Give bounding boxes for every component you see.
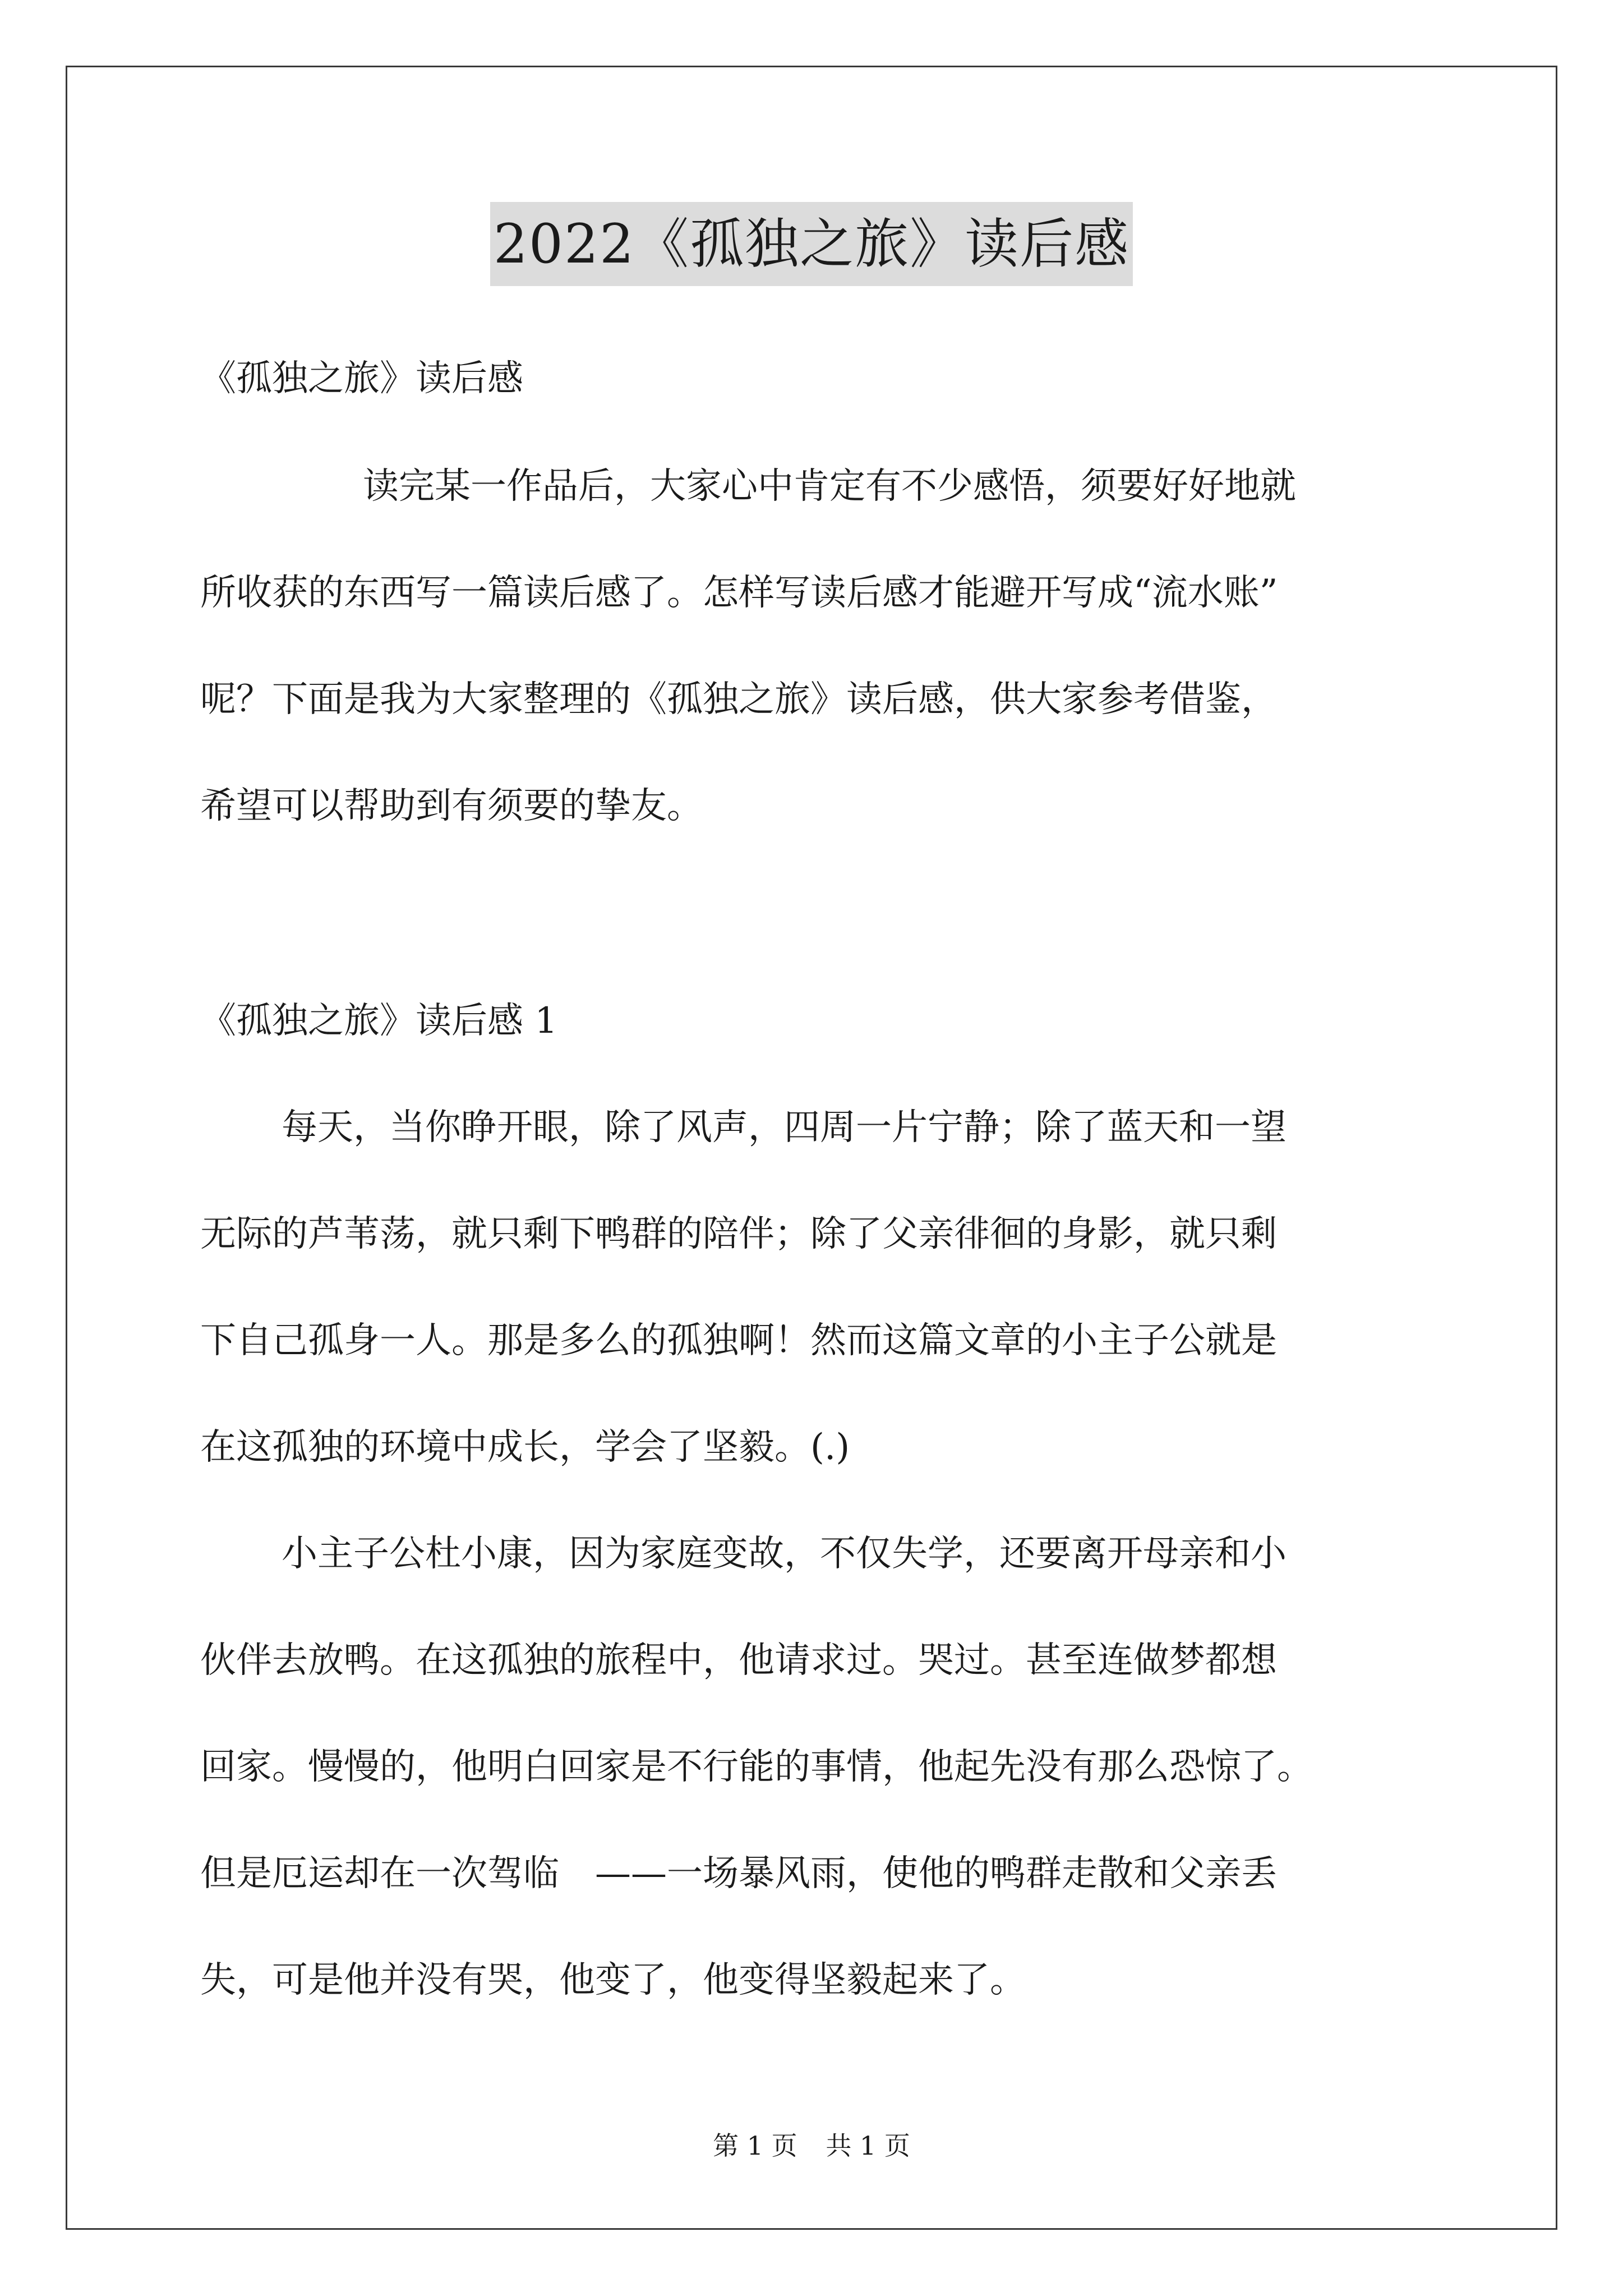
intro-line: 所收获的东西写一篇读后感了。怎样写读后感才能避开写成“流水账” bbox=[200, 572, 1278, 614]
section-heading: 《孤独之旅》读后感 1 bbox=[200, 1000, 558, 1042]
document-title: 2022《孤独之旅》读后感 bbox=[490, 202, 1133, 286]
paragraph-line: 在这孤独的环境中成长，学会了坚毅。(.) bbox=[200, 1427, 850, 1468]
page-total: 共 1 页 bbox=[826, 2131, 910, 2161]
paragraph-line: 伙伴去放鸭。在这孤独的旅程中，他请求过。哭过。甚至连做梦都想 bbox=[200, 1640, 1277, 1681]
paragraph-line: 无际的芦苇荡，就只剩下鸭群的陪伴；除了父亲徘徊的身影，就只剩 bbox=[200, 1213, 1277, 1255]
page-current: 第 1 页 bbox=[713, 2131, 797, 2161]
subtitle: 《孤独之旅》读后感 bbox=[200, 358, 523, 399]
paragraph-line: 失，可是他并没有哭，他变了，他变得坚毅起来了。 bbox=[200, 1959, 1026, 2001]
intro-line: 呢？下面是我为大家整理的《孤独之旅》读后感，供大家参考借鉴， bbox=[200, 679, 1277, 720]
intro-line: 希望可以帮助到有须要的挚友。 bbox=[200, 785, 703, 827]
intro-line: 读完某一作品后，大家心中肯定有不少感悟，须要好好地就 bbox=[363, 466, 1296, 507]
page-footer bbox=[0, 2129, 1623, 2162]
title-wrap bbox=[0, 202, 1623, 286]
paragraph-line: 但是厄运却在一次驾临 ——一场暴风雨，使他的鸭群走散和父亲丢 bbox=[200, 1853, 1277, 1894]
paragraph-line: 每天，当你睁开眼，除了风声，四周一片宁静；除了蓝天和一望 bbox=[282, 1107, 1287, 1148]
paragraph-line: 下自己孤身一人。那是多么的孤独啊！然而这篇文章的小主子公就是 bbox=[200, 1320, 1277, 1361]
paragraph-line: 小主子公杜小康，因为家庭变故，不仅失学，还要离开母亲和小 bbox=[282, 1533, 1287, 1575]
paragraph-line: 回家。慢慢的，他明白回家是不行能的事情，他起先没有那么恐惊了。 bbox=[200, 1746, 1313, 1788]
